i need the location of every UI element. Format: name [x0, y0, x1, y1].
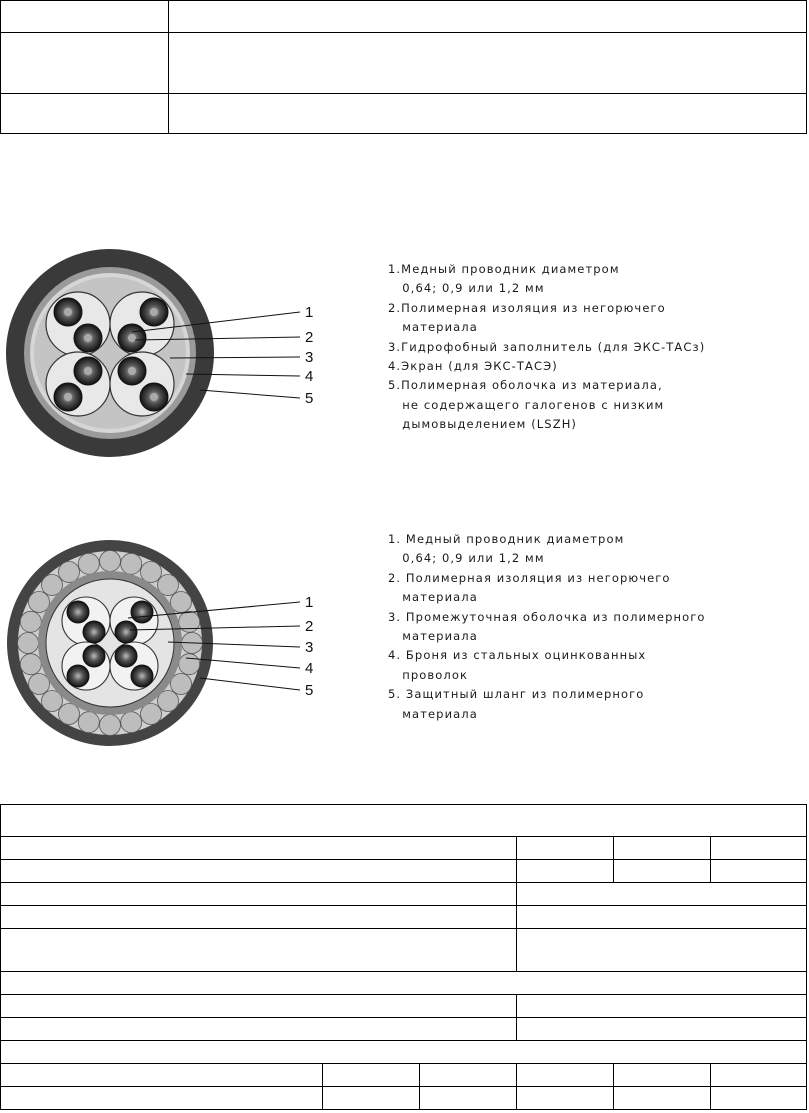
cable-cross-section-diagram-1 — [0, 240, 360, 470]
legend-line: материала — [388, 320, 478, 335]
legend-line: материала — [388, 590, 478, 605]
table-cell — [169, 33, 807, 94]
table-cell — [1, 860, 517, 883]
armor-wire — [18, 633, 39, 654]
table-cell — [711, 837, 807, 860]
spec-table — [0, 804, 807, 1110]
callout-1: 1 — [305, 594, 314, 611]
top-table — [0, 0, 807, 134]
table-cell — [323, 1087, 420, 1110]
table-cell — [517, 883, 807, 906]
table-cell — [1, 94, 169, 134]
legend-line: 0,64; 0,9 или 1,2 мм — [388, 281, 545, 296]
callout-1: 1 — [305, 304, 314, 321]
table-cell — [1, 1041, 807, 1064]
armor-wire — [100, 551, 121, 572]
table-cell — [1, 805, 807, 837]
legend-line: 0,64; 0,9 или 1,2 мм — [388, 551, 545, 566]
diagram-1-legend — [388, 260, 705, 435]
legend-line: 1. Медный проводник диаметром — [388, 532, 625, 546]
table-cell — [1, 995, 517, 1018]
armor-wire — [121, 712, 142, 733]
table-cell — [1, 929, 517, 972]
table-cell — [420, 1087, 517, 1110]
table-cell — [1, 906, 517, 929]
armor-wire — [78, 712, 99, 733]
table-cell — [1, 1018, 517, 1041]
legend-line: 3.Гидрофобный заполнитель (для ЭКС-ТАСз) — [388, 339, 706, 354]
callout-4: 4 — [305, 368, 314, 385]
legend-line: 3. Промежуточная оболочка из полимерного — [388, 609, 706, 624]
table-cell — [1, 972, 807, 995]
table-cell — [614, 1064, 711, 1087]
callout-5: 5 — [305, 390, 314, 407]
table-cell — [517, 1018, 807, 1041]
table-cell — [517, 1064, 614, 1087]
callout-4: 4 — [305, 660, 314, 677]
table-cell — [517, 1087, 614, 1110]
legend-line: материала — [388, 706, 478, 721]
legend-line: 5. Защитный шланг из полимерного — [388, 687, 645, 702]
table-cell — [517, 995, 807, 1018]
callout-3: 3 — [305, 639, 314, 656]
table-cell — [614, 860, 711, 883]
legend-line: не содержащего галогенов с низким — [388, 397, 665, 412]
table-cell — [711, 1064, 807, 1087]
callout-2: 2 — [305, 618, 314, 635]
table-cell — [1, 33, 169, 94]
legend-line: материала — [388, 629, 478, 644]
table-cell — [517, 929, 807, 972]
table-cell — [614, 837, 711, 860]
legend-line: 4. Броня из стальных оцинкованных — [388, 648, 647, 663]
table-cell — [517, 837, 614, 860]
table-cell — [1, 1, 169, 33]
table-cell — [711, 1087, 807, 1110]
table-cell — [517, 860, 614, 883]
callout-5: 5 — [305, 682, 314, 699]
legend-line: 2. Полимерная изоляция из негорючего — [388, 570, 671, 585]
table-cell — [614, 1087, 711, 1110]
diagram-2-legend — [388, 530, 706, 724]
legend-line: 5.Полимерная оболочка из материала, — [388, 378, 663, 393]
table-cell — [169, 1, 807, 33]
legend-line: 1.Медный проводник диаметром — [388, 262, 620, 276]
table-cell — [420, 1064, 517, 1087]
table-cell — [1, 1087, 323, 1110]
armor-wire — [121, 553, 142, 574]
table-cell — [711, 860, 807, 883]
cable-cross-section-diagram-2 — [0, 530, 360, 760]
table-cell — [517, 906, 807, 929]
table-cell — [1, 883, 517, 906]
armor-wire — [78, 553, 99, 574]
table-cell — [169, 94, 807, 134]
legend-line: дымовыделением (LSZH) — [388, 417, 578, 432]
table-cell — [1, 837, 517, 860]
armor-wire — [20, 654, 41, 675]
callout-3: 3 — [305, 349, 314, 366]
callout-2: 2 — [305, 329, 314, 346]
armor-wire — [179, 654, 200, 675]
legend-line: проволок — [388, 667, 469, 682]
table-cell — [323, 1064, 420, 1087]
armor-wire — [100, 715, 121, 736]
table-cell — [1, 1064, 323, 1087]
armor-wire — [20, 611, 41, 632]
legend-line: 2.Полимерная изоляция из негорючего — [388, 300, 666, 315]
legend-line: 4.Экран (для ЭКС-ТАСЭ) — [388, 359, 558, 374]
